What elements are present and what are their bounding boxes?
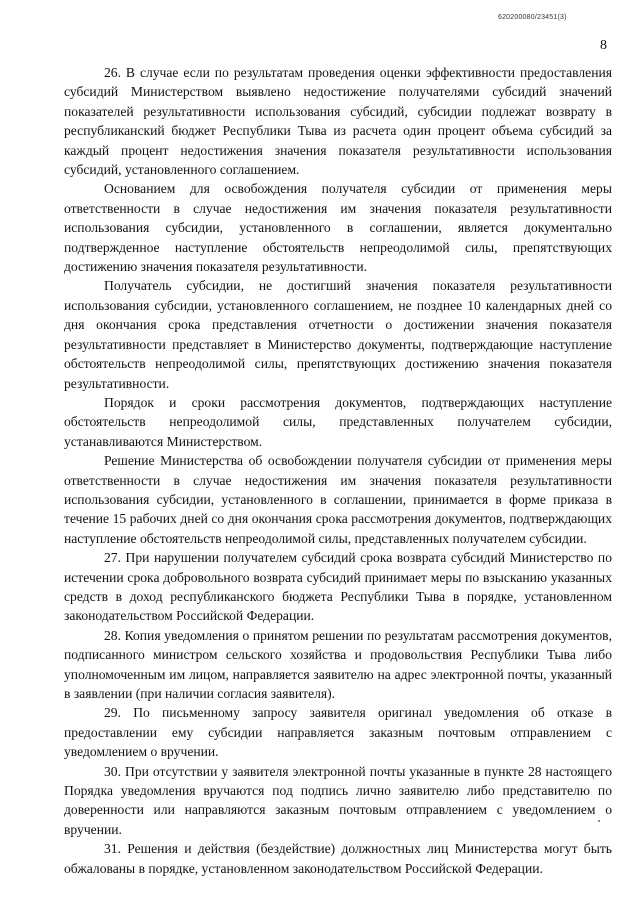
paragraph-31: 31. Решения и действия (бездействие) должностных лиц Министерства могут быть обжалованы в порядке, установленном законодательством Российской Федерации.: [64, 841, 612, 876]
paragraph-28: 28. Копия уведомления о принятом решении по результатам рассмотрения документов, подписанного министром сельского хозяйства и продовольствия Республики Тыва либо уполномоченным им лицом, направляется заявителю на адрес электронной почты, указанный в заявлении (при наличии согласия заявителя).: [64, 627, 612, 701]
paragraph-review-procedure: Порядок и сроки рассмотрения документов, подтверждающих наступление обстоятельств непреодолимой силы, представленных получателем субсидии, устанавливаются Министерством.: [64, 394, 612, 449]
paragraph-27: 27. При нарушении получателем субсидий срока возврата субсидий Министерство по истечении срока добровольного возврата субсидий принимает меры по взысканию указанных средств в доход республиканского бюджета Республики Тыва в порядке, установленном законодательством Российской Федерации.: [64, 550, 612, 624]
paragraph-grounds-for-exemption: Основанием для освобождения получателя субсидии от применения меры ответственности в случае недостижения им значения показателя результативности использования субсидии, установленного в соглашении, является документально подтвержденное наступление обстоятельств непреодолимой силы, препятствующих достижению значения показателя результативности.: [64, 181, 612, 275]
paragraph-29: 29. По письменному запросу заявителя оригинал уведомления об отказе в предоставлении ему субсидии направляется заказным почтовым отправлением с уведомлением о вручении.: [64, 705, 612, 760]
document-code: 620200080/23451(3): [498, 14, 567, 21]
scan-dot: [598, 820, 600, 822]
paragraph-26: 26. В случае если по результатам проведения оценки эффективности предоставления субсидий Министерством выявлено недостижение получателями субсидий значений показателей результативности использования субсидий, субсидии подлежат возврату в республиканский бюджет Республики Тыва из расчета один процент объема субсидий за каждый процент недостижения значения показателя результативности использования субсидий, установленного соглашением.: [64, 65, 612, 178]
paragraph-ministry-decision: Решение Министерства об освобождении получателя субсидии от применения меры ответственности в случае недостижения им значения показателя результативности использования субсидии, установленного в соглашении, принимается в форме приказа в течение 15 рабочих дней со дня окончания срока рассмотрения документов, подтверждающих наступление обстоятельств непреодолимой силы, представленных получателем субсидии.: [64, 453, 612, 546]
paragraph-30: 30. При отсутствии у заявителя электронной почты указанные в пункте 28 настоящего Порядка уведомления вручаются под подпись лично заявителю либо представителю по доверенности или направляются заказным почтовым отправлением с уведомлением о вручении.: [64, 763, 612, 837]
document-body: [64, 63, 612, 878]
paragraph-recipient-documents: Получатель субсидии, не достигший значения показателя результативности использования субсидии, установленного соглашением, не позднее 10 календарных дней со дня окончания срока представления отчетности о достижении значения показателя результативности представляет в Министерство документы, подтверждающие наступление обстоятельств непреодолимой силы, препятствующих достижению значения показателя результативности.: [64, 278, 612, 391]
page-number: 8: [600, 38, 607, 53]
